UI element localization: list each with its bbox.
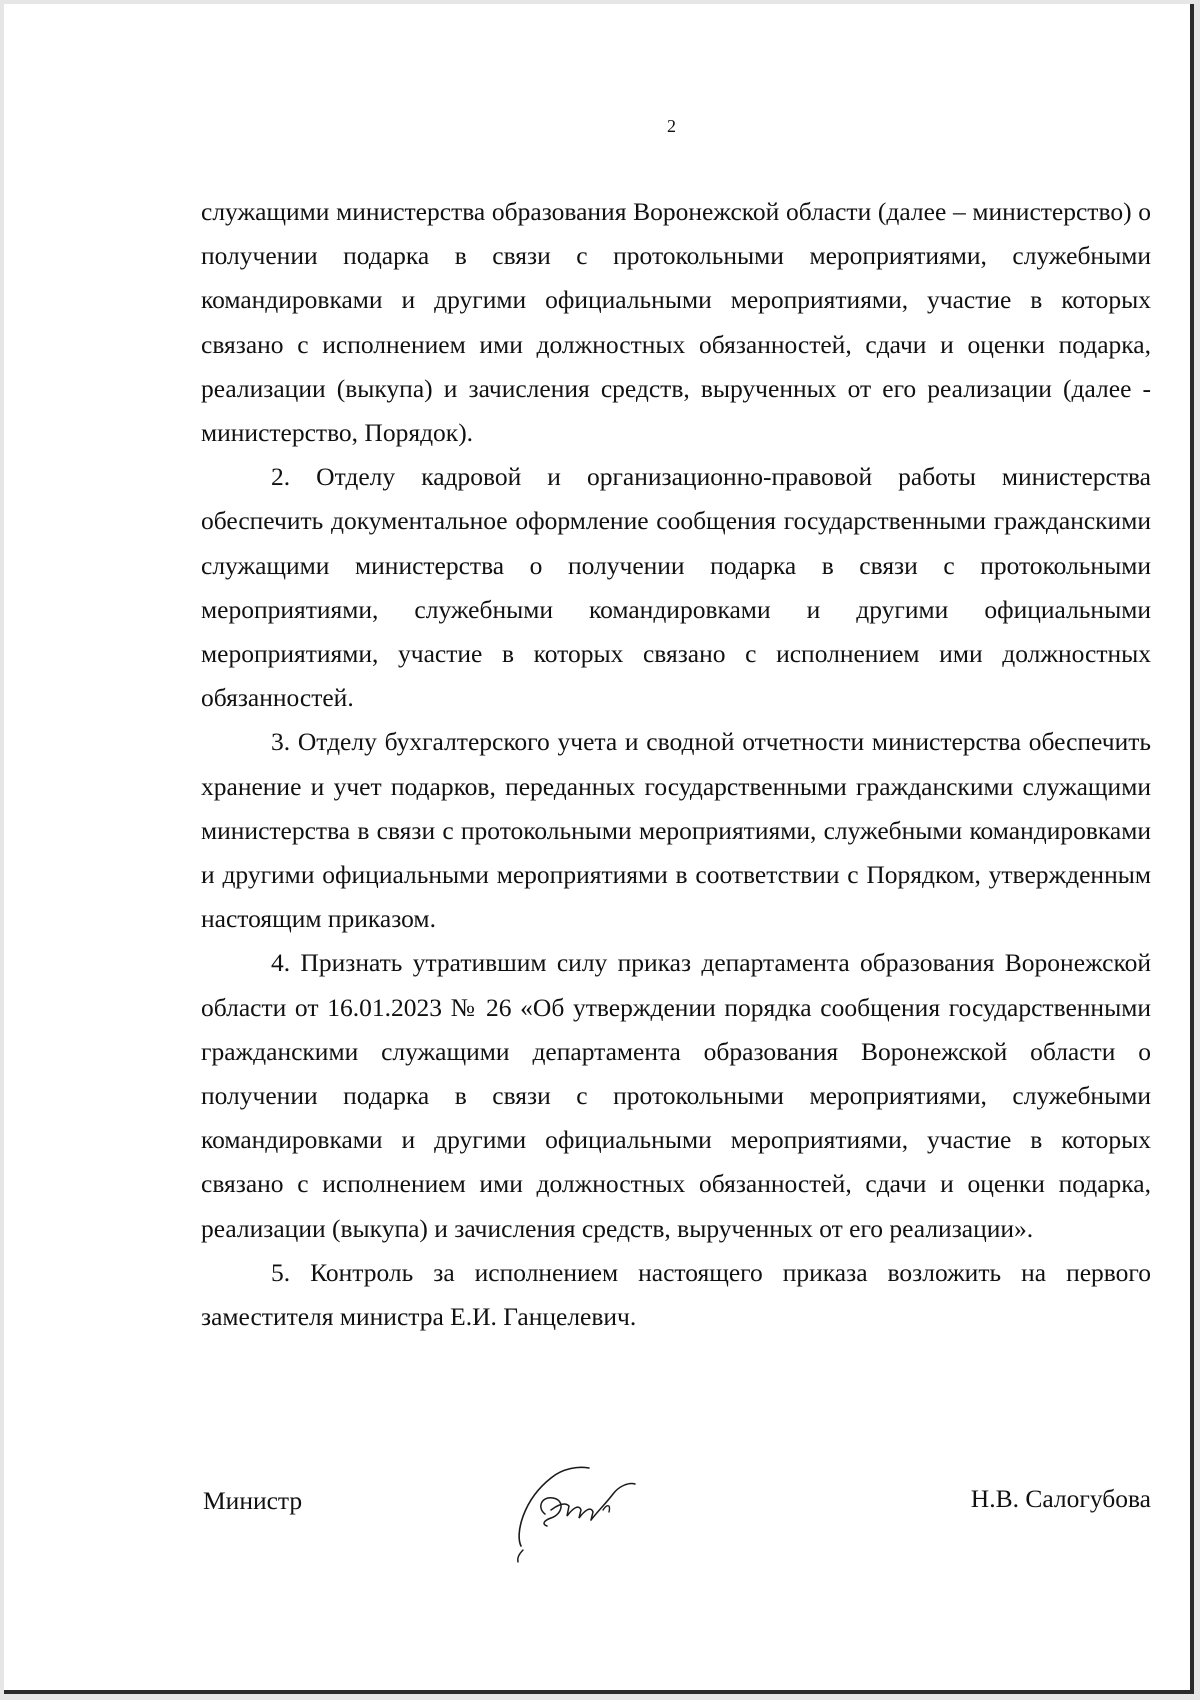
signature-block — [203, 1454, 1151, 1564]
paragraph-item-3: 3. Отделу бухгалтерского учета и сводной отчетности министерства обеспечить хранение и учет подарков, переданных государственными гражданскими служащими министерства в связи с протокольными мероприятиями, служебными командировками и другими официальными мероприятиями в соответствии с Порядком, утвержденным настоящим приказом. — [201, 727, 1151, 934]
paragraph-item-4: 4. Признать утратившим силу приказ департамента образования Воронежской области от 16.01.2023 № 26 «Об утверждении порядка сообщения государственными гражданскими служащими департамента образования Воронежской области о получении подарка в связи с протокольными мероприятиями, служебными командировками и другими официальными мероприятиями, участие в которых связано с исполнением ими должностных обязанностей, сдачи и оценки подарка, реализации (выкупа) и зачисления средств, вырученных от его реализации». — [201, 948, 1151, 1243]
document-body — [201, 190, 1151, 1339]
page-number: 2 — [667, 116, 676, 136]
document-page — [4, 4, 1194, 1694]
paragraph-item-5: 5. Контроль за исполнением настоящего приказа возложить на первого заместителя министра Е.И. Ганцелевич. — [201, 1257, 1151, 1332]
signatory-title: Министр — [203, 1486, 303, 1515]
signatory-name: Н.В. Салогубова — [970, 1484, 1151, 1513]
paragraph-continuation: служащими министерства образования Воронежской области (далее – министерство) о получении подарка в связи с протокольными мероприятиями, служебными командировками и другими официальными мероприятиями, участие в которых связано с исполнением ими должностных обязанностей, сдачи и оценки подарка, реализации (выкупа) и зачисления средств, вырученных от его реализации (далее - министерство, Порядок). — [201, 197, 1151, 448]
paragraph-item-2: 2. Отделу кадровой и организационно-правовой работы министерства обеспечить документальное оформление сообщения государственными гражданскими служащими министерства о получении подарка в связи с протокольными мероприятиями, служебными командировками и другими официальными мероприятиями, участие в которых связано с исполнением ими должностных обязанностей. — [201, 462, 1151, 713]
handwritten-signature — [493, 1454, 643, 1564]
